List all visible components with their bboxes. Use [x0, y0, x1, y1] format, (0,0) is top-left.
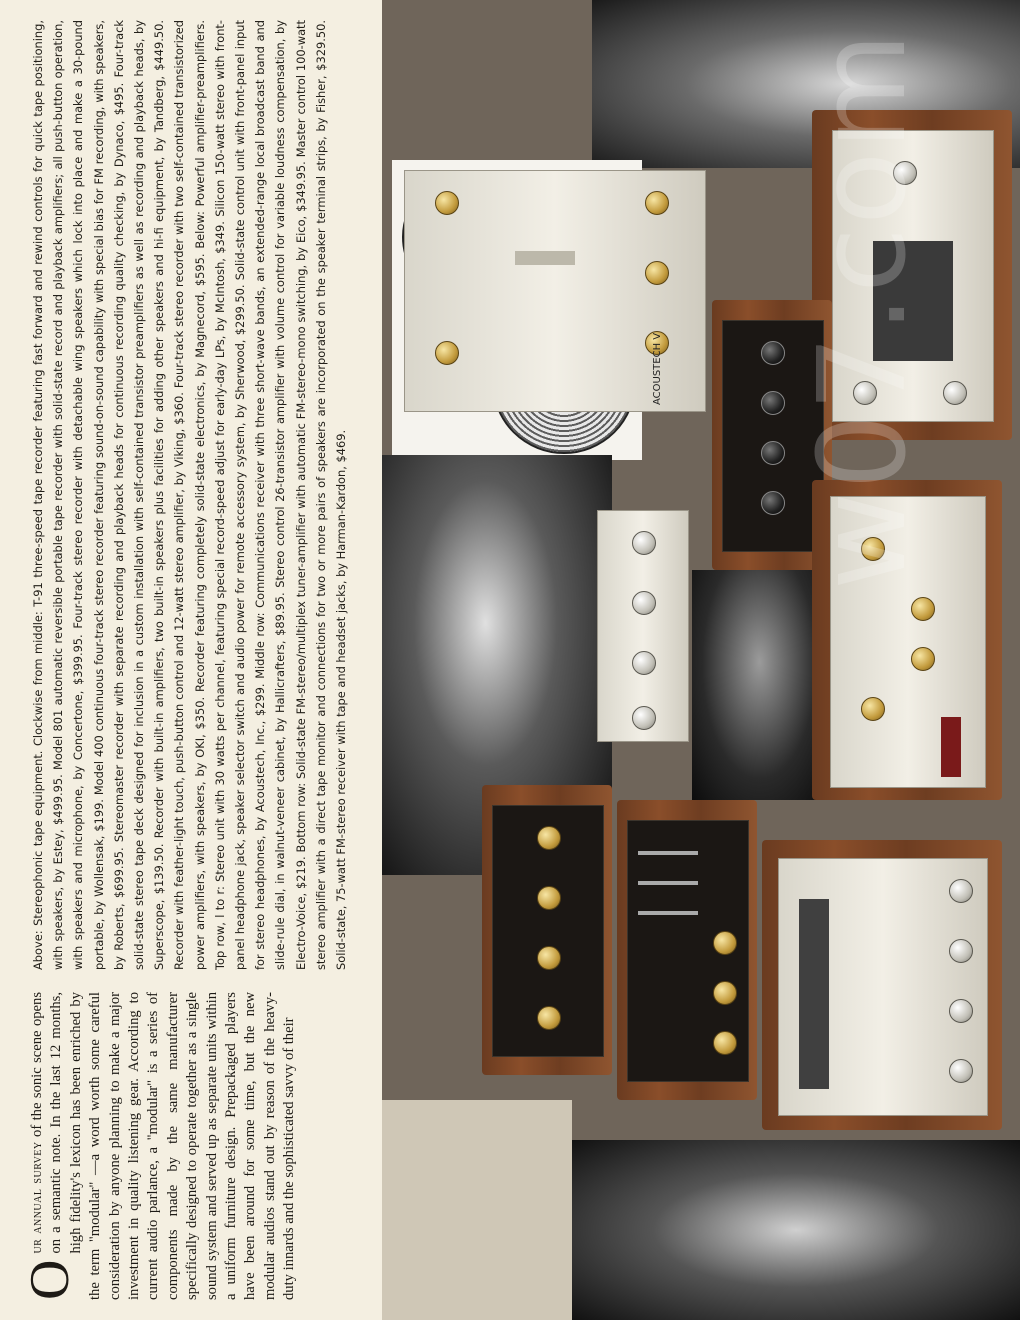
amp-faceplate [492, 805, 604, 1057]
dial-line [638, 881, 698, 885]
knob-icon [943, 381, 967, 405]
receiver-faceplate [627, 820, 749, 1082]
drop-cap: O [19, 1259, 81, 1300]
watermark-text: w07.com [794, 30, 933, 590]
knob-icon [949, 999, 973, 1023]
knob-icon [911, 647, 935, 671]
knob-icon [537, 886, 561, 910]
article-body [19, 992, 340, 1300]
knob-icon [537, 826, 561, 850]
knob-icon [632, 651, 656, 675]
rotated-text-frame [0, 0, 380, 1320]
bottom-backdrop [382, 1100, 572, 1320]
knob-icon [861, 697, 885, 721]
knob-icon [761, 441, 785, 465]
knob-icon [645, 191, 669, 215]
knob-icon [645, 261, 669, 285]
knob-icon [911, 597, 935, 621]
knob-icon [435, 191, 459, 215]
article-lead: ur annual survey [29, 1141, 45, 1254]
tuner-faceplate [778, 858, 988, 1116]
equipment-photo [382, 0, 1020, 1320]
knob-icon [949, 1059, 973, 1083]
photo-caption: Above: Stereophonic tape equipment. Clockwise from middle: T-91 three-speed tape recorder featuring fast forward and rewind controls for quick tape positioning, with speakers, by Estey, $499.95. Model 801 automatic reversible portable tape recorder with solid-state record and playback amplifiers; all push-button operation, with speakers and microphone, by Concertone, $399.95. Four-track stereo recorder with detachable wing speakers which lock into place and make a 30-pound portable, by Wollensak, $199. Model 400 continuous four-track stereo recorder featuring sound-on-sound capability with special bias for FM recording, with speakers, by Roberts, $699.95. Stereomaster recorder with separate recording and playback heads for continuous recording quality checking, by Dynaco, $495. Four-track solid-state stereo tape deck designed for inclusion in a custom installation with self-contained transistor preamplifiers as well as recording and playback heads, by Superscope, $139.50. Recorder with built-in amplifiers, two built-in speakers plus facilities for adding other speakers and hi-fi equipment, by Tandberg, $449.50. Recorder with feather-light touch, push-button control and 12-watt stereo amplifier, by Viking, $360. Four-track stereo recorder with two self-contained transistorized power amplifiers, with speakers, by OKI, $350. Recorder featuring completely solid-state electronics, by Magnecord, $595. Below: Powerful amplifier-preamplifiers. Top row, l to r: Stereo unit with 30 watts per channel, featuring special record-speed adjust for early-day LPs, by McIntosh, $349. Silicon 150-watt stereo with front-panel headphone jack, speaker selector switch and audio power for remote accessory system, by Sherwood, $299.50. Solid-state control unit with front-panel input for stereo headphones, by Acoustech, Inc., $299. Middle row: Communications receiver with three short-wave bands, an extended-range local broadcast band and slide-rule dial, in walnut-veneer cabinet, by Hallicrafters, $89.95. Stereo control 26-transistor amplifier with volume control for variable loudness compensation, by Electro-Voice, $219. Bottom row: Solid-state FM-stereo/multiplex tuner-amplifier with automatic FM-stereo-mono switching, by Eico, $349.95. Master control 100-watt stereo amplifier with a direct tape monitor and connections for two or more pairs of speakers are incorporated on the speaker terminal strips, by Fisher, $329.50. Solid-state, 75-watt FM-stereo receiver with tape and headset jacks, by Harman-Kardon, $469. [31, 20, 349, 970]
knob-icon [949, 939, 973, 963]
knob-icon [632, 706, 656, 730]
knob-icon [713, 931, 737, 955]
tuning-dial [799, 899, 829, 1089]
knob-icon [435, 341, 459, 365]
label-strip [515, 251, 575, 265]
knob-icon [537, 946, 561, 970]
knob-icon [761, 341, 785, 365]
concert-photo [692, 570, 827, 800]
knob-icon [713, 981, 737, 1005]
dial-line [638, 851, 698, 855]
knob-icon [949, 879, 973, 903]
knob-icon [632, 591, 656, 615]
knob-icon [761, 491, 785, 515]
indicator-strip [941, 717, 961, 777]
knob-icon [713, 1031, 737, 1055]
communications-receiver [617, 800, 757, 1100]
amplifier-left-lower [482, 785, 612, 1075]
knob-icon [761, 391, 785, 415]
acoustech-label: ACOUSTECH V [652, 332, 663, 405]
dial-line [638, 911, 698, 915]
silver-amp-middle [597, 510, 689, 742]
knob-icon [632, 531, 656, 555]
portrait-photo-bottom [572, 1140, 1020, 1320]
article-body-text: of the sonic scene opens on a semantic note. In the last 12 months, high fidelity's lexicon has been enriched by the term "modular" —a word worth some careful consideration by anyone planning to make a major investment in quality listening gear. According to current audio parlance, a "modular" is a series of components made by the same manufacturer specifically designed to operate together as a single sound system and served up as separate units within a uniform furniture design. Prepackaged players have been around for some time, but the new modular audios stand out by reason of the heavy-duty innards and the sophisticated savvy of their [29, 992, 298, 1300]
tuner-amplifier-bottom [762, 840, 1002, 1130]
knob-icon [537, 1006, 561, 1030]
